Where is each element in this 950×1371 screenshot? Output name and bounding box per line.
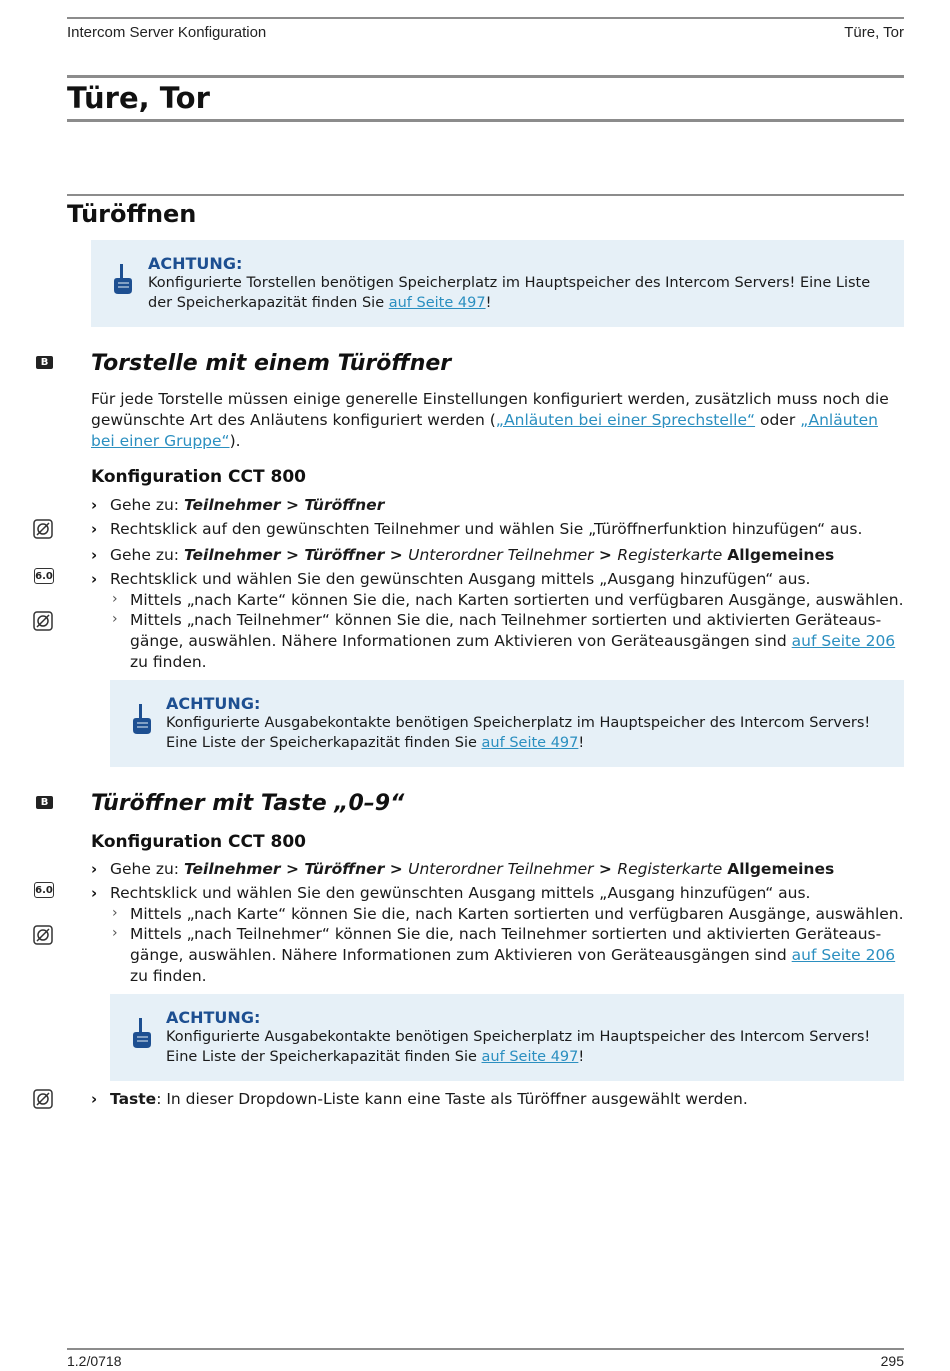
sub-step-a: Mittels „nach Karte“ können Sie die, nach Karten sortierten und verfügbaren Ausgänge, auswählen. <box>130 591 904 609</box>
warning-box-1 <box>91 240 904 327</box>
sub-step-a: Mittels „nach Karte“ können Sie die, nach Karten sortierten und verfügbaren Ausgänge, auswählen. <box>130 905 904 923</box>
version-badge-icon: 6.0 <box>34 882 54 898</box>
pointing-hand-icon <box>130 1016 152 1050</box>
page-link[interactable]: auf Seite 497 <box>388 294 486 311</box>
section-title: Türöffnen <box>67 200 197 228</box>
link-anlaeuten-gruppe-b[interactable]: bei einer Gruppe“ <box>91 432 230 450</box>
crossed-circle-icon <box>33 611 53 631</box>
chevron-right-icon: › <box>91 546 98 564</box>
warning-text: Konfigurierte Ausgabekontakte benötigen Speicherplatz im Hauptspeicher des Intercom Servers! Eine Liste der Speicherkapazität finden Sie auf Seite 497! <box>166 1029 871 1065</box>
subsection-title-1: Torstelle mit einem Türöffner <box>91 351 452 376</box>
link-anlaeuten-gruppe-a[interactable]: „Anläuten <box>800 411 878 429</box>
page-title: Türe, Tor <box>67 81 210 115</box>
step-2: Rechtsklick auf den gewünschten Teilnehmer und wählen Sie „Türöffnerfunktion hinzufügen“ aus. <box>110 520 863 538</box>
header-rule <box>67 17 904 19</box>
header-right: Türe, Tor <box>844 24 904 41</box>
chevron-right-icon: › <box>91 1090 98 1108</box>
sub-step-b: Mittels „nach Teilnehmer“ können Sie die, nach Teilnehmer sortierten und aktivierten Geräteaus- gänge, auswählen. Nähere Informationen zum Aktivieren von Geräteausgängen sind auf Seite 206 zu finden. <box>130 611 896 671</box>
warning-text: Konfigurierte Torstellen benötigen Speicherplatz im Hauptspeicher des Intercom Servers! Eine Liste der Speicherkapazität finden Sie auf Seite 497! <box>148 275 871 311</box>
chevron-right-icon: › <box>91 496 98 514</box>
warning-box-2 <box>110 680 904 767</box>
footer-left: 1.2/0718 <box>67 1353 122 1369</box>
warning-title: ACHTUNG: <box>166 1008 261 1027</box>
subsection-title-2: Türöffner mit Taste „0–9“ <box>91 791 405 816</box>
page-link[interactable]: auf Seite 206 <box>791 946 896 964</box>
step-1: Gehe zu: Teilnehmer > Türöffner > Unterordner Teilnehmer > Registerkarte Allgemeines <box>110 860 835 878</box>
chevron-right-icon: › <box>91 884 98 902</box>
chevron-right-icon: › <box>91 570 98 588</box>
warning-title: ACHTUNG: <box>166 694 261 713</box>
crossed-circle-icon <box>33 925 53 945</box>
page-link[interactable]: auf Seite 206 <box>791 632 896 650</box>
chevron-outline-icon: › <box>112 905 118 921</box>
crossed-circle-icon <box>33 1089 53 1109</box>
crossed-circle-icon <box>33 519 53 539</box>
chevron-outline-icon: › <box>112 591 118 607</box>
chevron-right-icon: › <box>91 520 98 538</box>
page-number: 295 <box>880 1353 904 1369</box>
chevron-outline-icon: › <box>112 611 118 627</box>
warning-text: Konfigurierte Ausgabekontakte benötigen Speicherplatz im Hauptspeicher des Intercom Servers! Eine Liste der Speicherkapazität finden Sie auf Seite 497! <box>166 715 871 751</box>
pointing-hand-icon <box>111 262 133 296</box>
step-2: Rechtsklick und wählen Sie den gewünschten Ausgang mittels „Ausgang hinzufügen“ aus. <box>110 884 811 902</box>
step-3: Gehe zu: Teilnehmer > Türöffner > Unterordner Teilnehmer > Registerkarte Allgemeines <box>110 546 835 564</box>
sub-step-b: Mittels „nach Teilnehmer“ können Sie die, nach Teilnehmer sortierten und aktivierten Geräteaus- gänge, auswählen. Nähere Informationen zum Aktivieren von Geräteausgängen sind auf Seite 206 zu finden. <box>130 925 896 985</box>
header-left: Intercom Server Konfiguration <box>67 24 267 41</box>
title-bottom-rule <box>67 119 904 122</box>
intro-paragraph: Für jede Torstelle müssen einige generelle Einstellungen konfiguriert werden, zusätzlich muss noch die gewünschte Art des Anläutens konfiguriert werden („Anläuten bei einer Sprechstelle“ oder „Anläuten bei einer Gruppe“). <box>91 390 889 450</box>
page-link[interactable]: auf Seite 497 <box>481 1048 579 1065</box>
chevron-right-icon: › <box>91 860 98 878</box>
warning-title: ACHTUNG: <box>148 254 243 273</box>
warning-box-3 <box>110 994 904 1081</box>
footer-rule <box>67 1348 904 1350</box>
section-rule <box>67 194 904 196</box>
link-anlaeuten-sprechstelle[interactable]: „Anläuten bei einer Sprechstelle“ <box>495 411 756 429</box>
page-link[interactable]: auf Seite 497 <box>481 734 579 751</box>
konfig-heading-2: Konfiguration CCT 800 <box>91 832 306 852</box>
step-4: Rechtsklick und wählen Sie den gewünschten Ausgang mittels „Ausgang hinzufügen“ aus. <box>110 570 811 588</box>
b-badge-icon: B <box>36 796 53 809</box>
chevron-outline-icon: › <box>112 925 118 941</box>
version-badge-icon: 6.0 <box>34 568 54 584</box>
konfig-heading-1: Konfiguration CCT 800 <box>91 467 306 487</box>
final-step: Taste: In dieser Dropdown-Liste kann eine Taste als Türöffner ausgewählt werden. <box>110 1090 748 1108</box>
title-top-rule <box>67 75 904 78</box>
pointing-hand-icon <box>130 702 152 736</box>
step-1: Gehe zu: Teilnehmer > Türöffner <box>110 496 385 514</box>
b-badge-icon: B <box>36 356 53 369</box>
